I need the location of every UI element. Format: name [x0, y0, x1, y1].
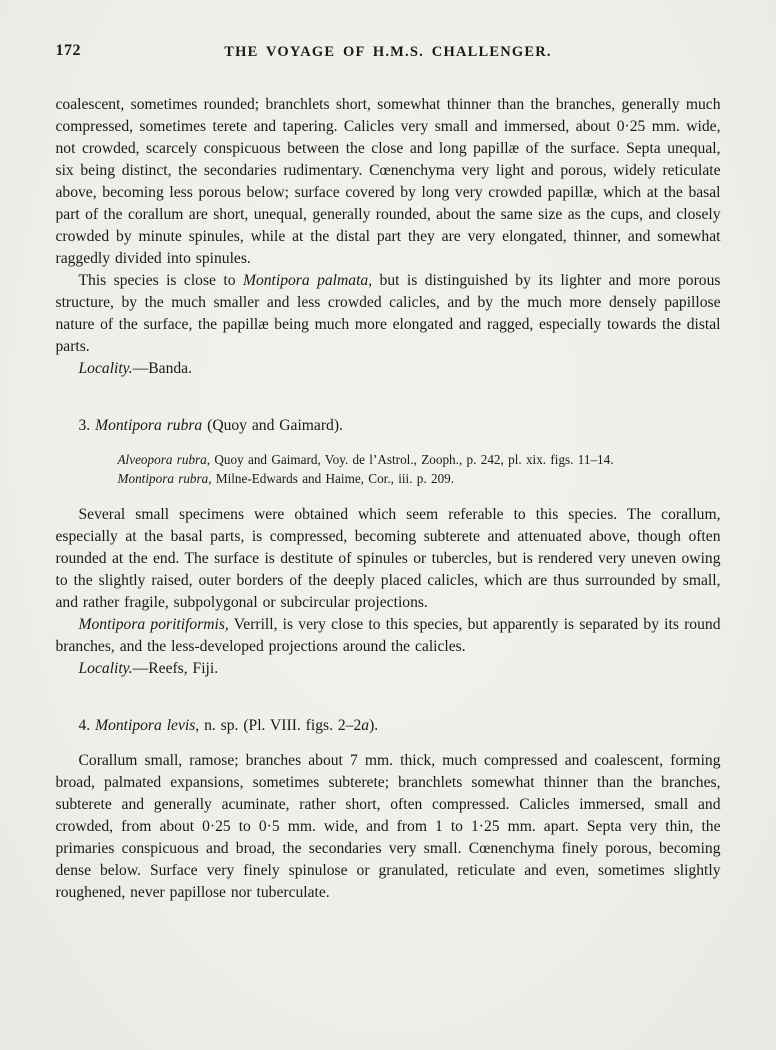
locality-banda: Locality.—Banda. [78, 360, 192, 377]
paragraph-continuation: coalescent, sometimes rounded; branchlets short, somewhat thinner than the branches, generally much compressed, sometimes terete and tapering. Calicles very small and immersed, about 0·25 mm. wide, not crowded, scarcely conspicuous between the close and long papillæ of the surface. Septa unequal, six being distinct, the secondaries rudimentary. Cœnenchyma very light and porous, widely reticulate above, becoming less porous below; surface covered by long very crowded papillæ, which at the basal part of the corallum are short, unequal, generally rounded, about the same size as the cups, and closely crowded by minute spinules, while at the distal part they are very elongated, thinner, and somewhat raggedly divided into spinules. [55, 96, 721, 267]
species-heading-montipora-levis: 4. Montipora levis, n. sp. (Pl. VIII. figs. 2–2a). [78, 717, 379, 734]
paragraph-rubra-description: Several small specimens were obtained which seem referable to this species. The corallum, especially at the basal parts, is compressed, becoming subterete and attenuated above, though often rounded at the end. The surface is destitute of spinules or tubercles, but is rendered very uneven owing to the slightly raised, outer borders of the deeply placed calicles, which are thus surrounded by small, and rather fragile, subpolygonal or subcircular projections. [55, 506, 721, 611]
page-header [56, 0, 721, 64]
page-number: 172 [55, 42, 81, 59]
synonymy-citations [118, 450, 721, 488]
citation-line: Alveopora rubra, Quoy and Gaimard, Voy. de l’Astrol., Zooph., p. 242, pl. xix. figs. 11–14. [117, 452, 614, 467]
species-heading-montipora-rubra: 3. Montipora rubra (Quoy and Gaimard). [78, 417, 343, 434]
page-body [56, 94, 721, 904]
citation-line: Montipora rubra, Milne-Edwards and Haime, Cor., iii. p. 209. [117, 471, 455, 486]
locality-fiji: Locality.—Reefs, Fiji. [78, 660, 219, 677]
paragraph-comparison-poritiformis: Montipora poritiformis, Verrill, is very close to this species, but apparently is separated by its round branches, and the less-developed projections around the calicles. [55, 616, 721, 655]
paragraph-levis-description: Corallum small, ramose; branches about 7 mm. thick, much compressed and coalescent, forming broad, palmated expansions, sometimes subterete; branchlets somewhat thinner than the branches, subterete and generally acuminate, rather short, often compressed. Calicles immersed, small and crowded, from about 0·25 to 0·5 mm. wide, and from 1 to 1·25 mm. apart. Septa very thin, the primaries conspicuous and broad, the secondaries very small. Cœnenchyma finely porous, becoming dense below. Surface very finely spinulose or granulated, reticulate and even, sometimes slightly roughened, never papillose nor tuberculate. [55, 752, 721, 901]
running-title: THE VOYAGE OF H.M.S. CHALLENGER. [224, 44, 552, 60]
paragraph-comparison-palmata: This species is close to Montipora palmata, but is distinguished by its lighter and more porous structure, by the much smaller and less crowded calicles, and by the much more densely papillose nature of the surface, the papillæ being much more elongated and ragged, especially towards the distal parts. [55, 272, 721, 355]
